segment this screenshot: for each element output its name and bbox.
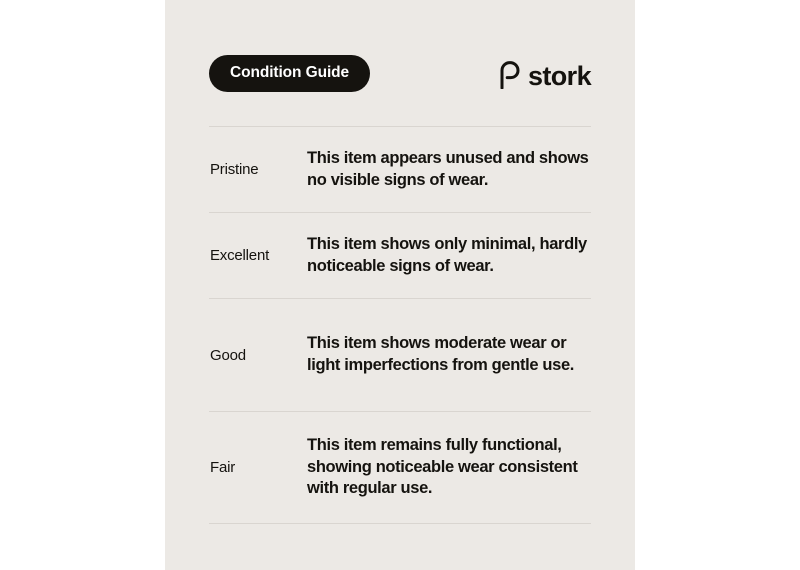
table-row (209, 126, 591, 212)
condition-description: This item shows only minimal, hardly noticeable signs of wear. (307, 234, 587, 275)
condition-label: Excellent (210, 247, 270, 264)
table-row (209, 411, 591, 524)
condition-guide-badge: Condition Guide (209, 55, 370, 92)
condition-description: This item shows moderate wear or light imperfections from gentle use. (307, 334, 575, 374)
condition-label: Fair (210, 459, 236, 476)
condition-guide-card (165, 0, 635, 570)
condition-description: This item appears unused and shows no visible signs of wear. (307, 148, 589, 189)
stork-logo-icon (499, 61, 521, 89)
condition-label: Pristine (210, 161, 259, 178)
table-row (209, 298, 591, 411)
condition-description: This item remains fully functional, showing noticeable wear consistent with regular use. (307, 435, 578, 498)
brand-name: stork (527, 60, 591, 91)
condition-label: Good (210, 346, 246, 364)
brand-lockup (499, 55, 591, 95)
table-row (209, 212, 591, 298)
condition-table (209, 126, 591, 524)
card-content (209, 0, 591, 570)
card-header (209, 55, 591, 95)
